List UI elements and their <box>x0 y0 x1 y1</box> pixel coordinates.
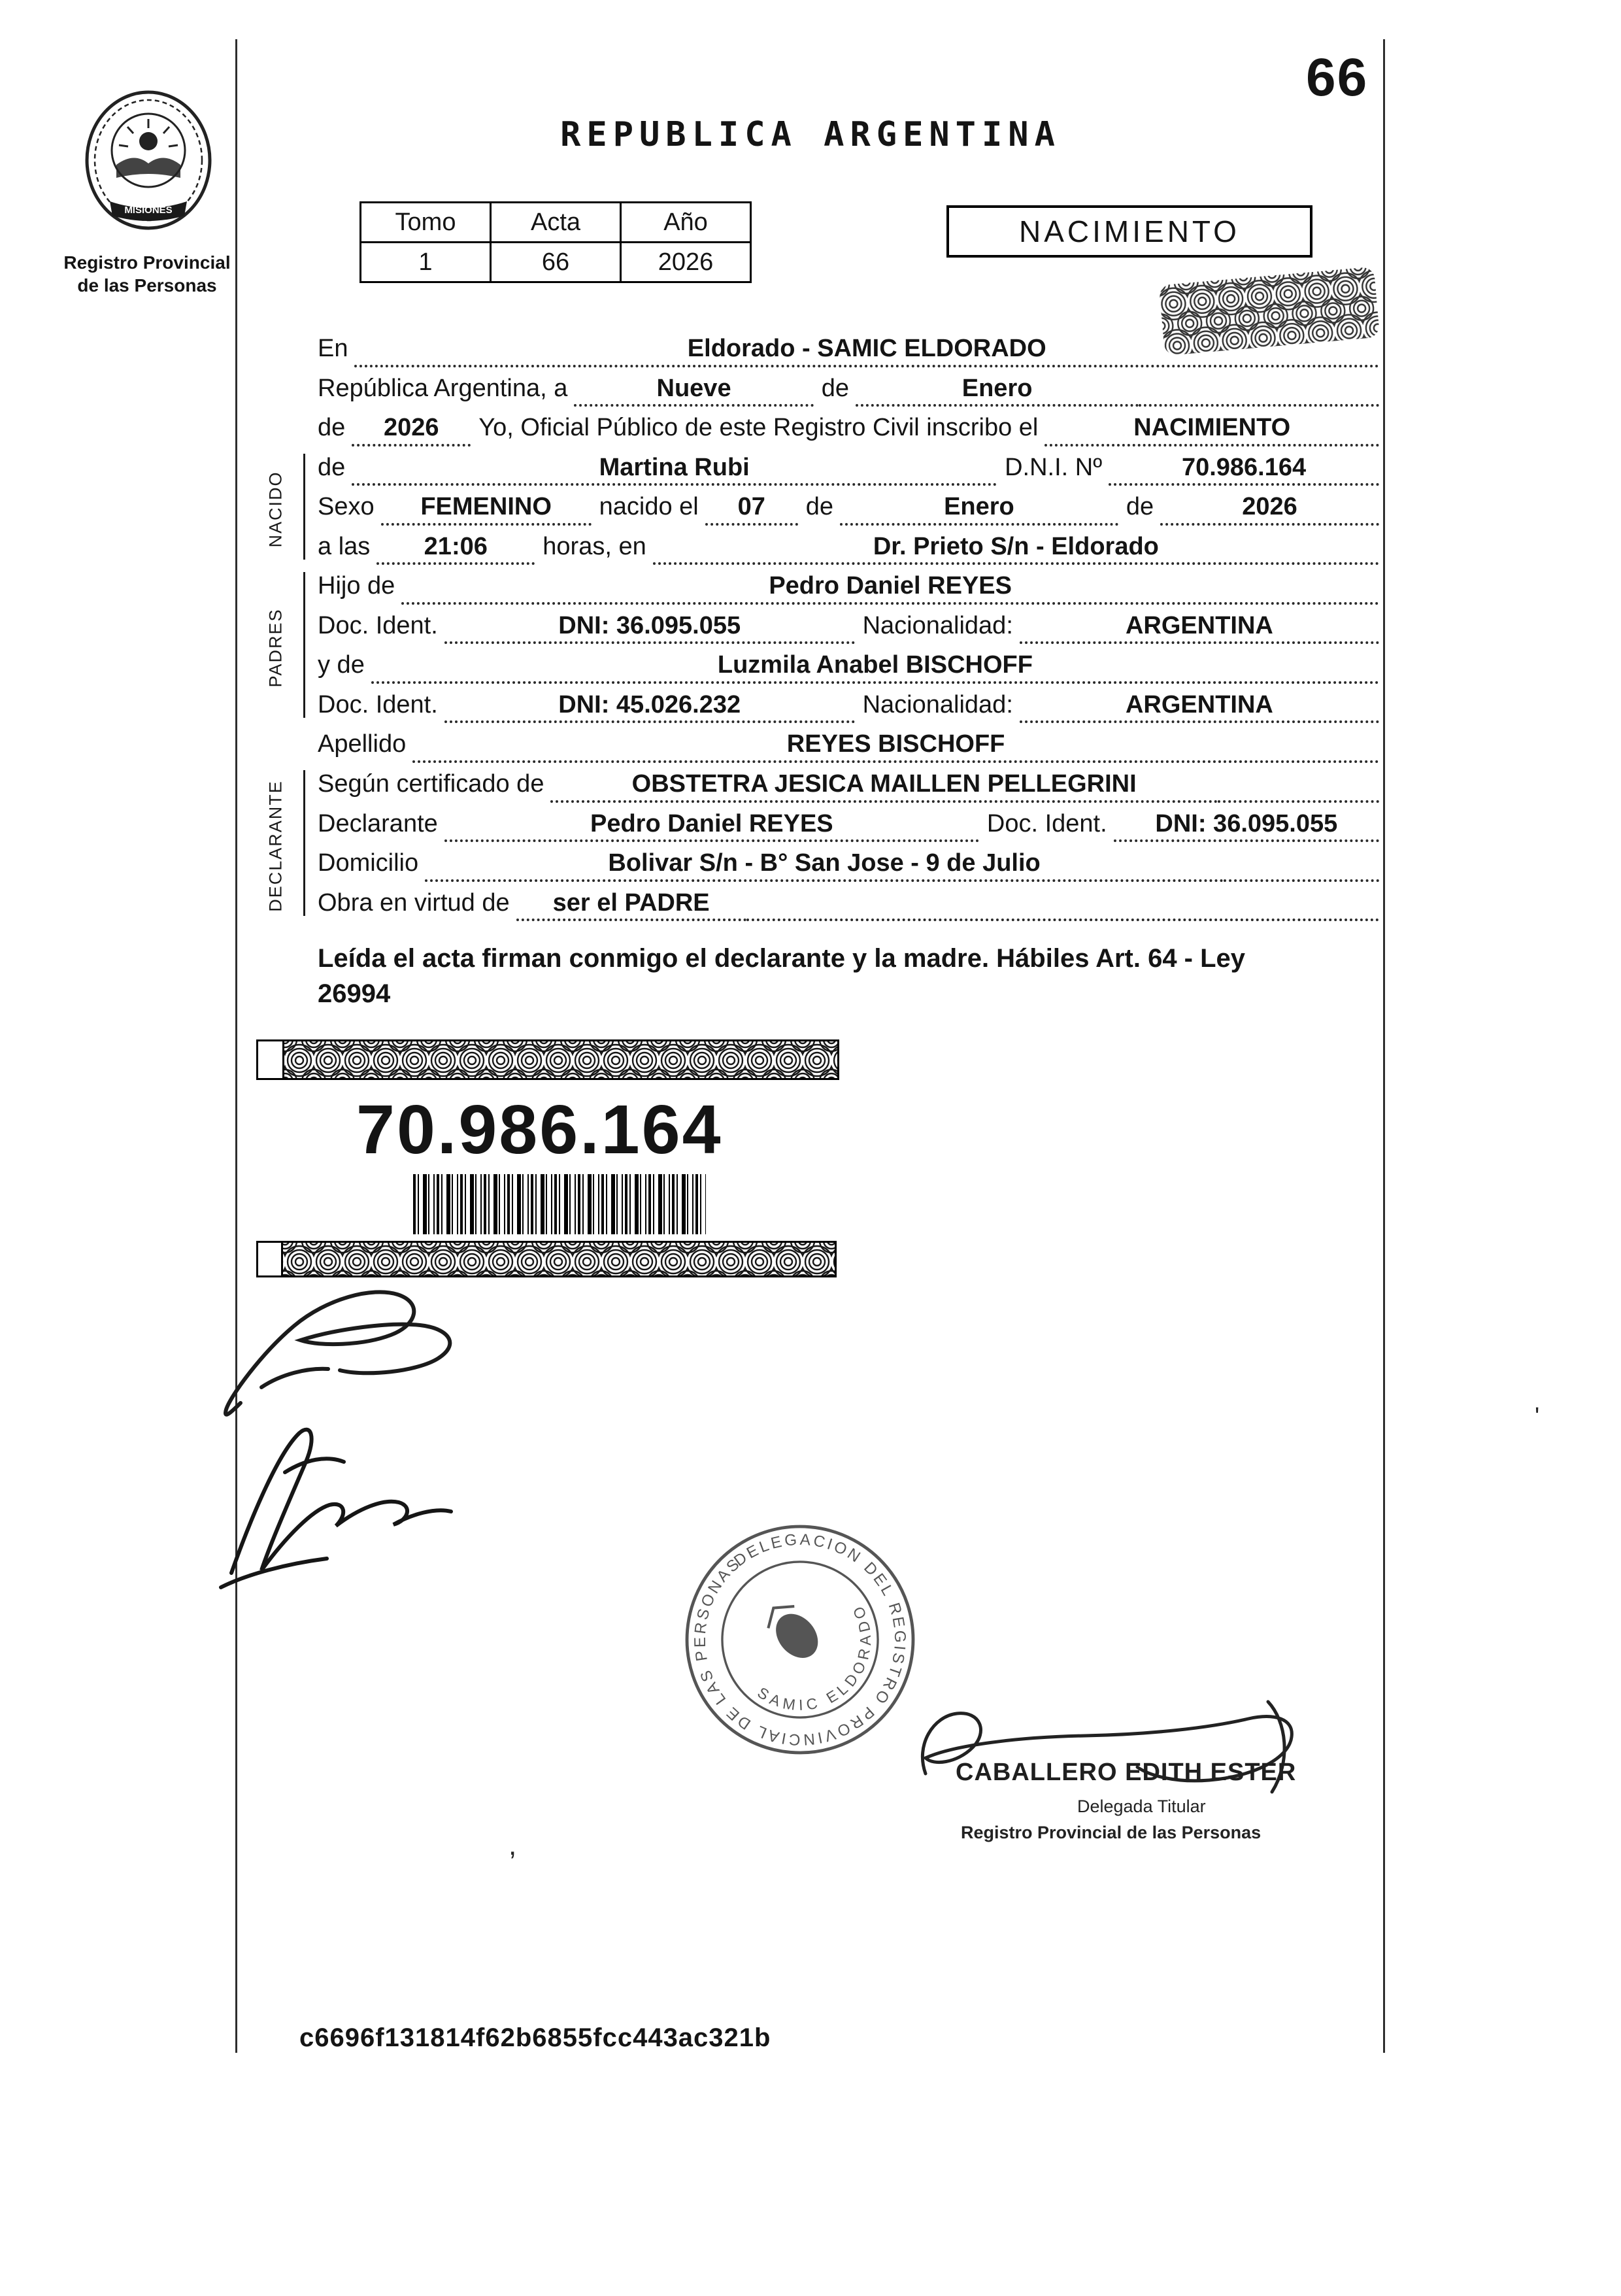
declarant-line <box>318 810 1379 843</box>
security-band-bottom <box>256 1241 837 1277</box>
official-org: Registro Provincial de las Personas <box>961 1823 1262 1842</box>
record-table-header-anio: Año <box>621 203 751 243</box>
mother-doc: DNI: 45.026.232 <box>444 691 855 724</box>
father-doc: DNI: 36.095.055 <box>444 612 855 645</box>
closing-statement: Leída el acta firman conmigo el declarante y la madre. Hábiles Art. 64 - Ley 26994 <box>318 944 1246 1009</box>
right-rule <box>1383 39 1385 2053</box>
surname-line <box>318 730 1379 763</box>
father-doc-label: Doc. Ident. <box>318 611 438 639</box>
capacity-value: ser el PADRE <box>516 889 746 922</box>
place-label: En <box>318 335 348 362</box>
place-value: Eldorado - SAMIC ELDORADO <box>354 335 1379 367</box>
group-header-lines <box>318 335 1379 447</box>
time-label: a las <box>318 532 371 560</box>
birth-place: Dr. Prieto S/n - Eldorado <box>653 533 1379 566</box>
sex-value: FEMENINO <box>381 493 592 526</box>
folio-number: 66 <box>1306 48 1369 107</box>
declarant-doc-label: Doc. Ident. <box>986 809 1107 837</box>
group-nacido <box>265 453 1379 566</box>
mother-doc-label: Doc. Ident. <box>318 690 438 718</box>
leader-dots <box>746 917 1379 921</box>
dni-label: D.N.I. Nº <box>1005 453 1103 481</box>
leader-dots <box>1224 877 1379 882</box>
capacity-line <box>318 889 1379 922</box>
father-doc-line <box>318 612 1379 645</box>
surname-value: REYES BISCHOFF <box>412 730 1379 763</box>
record-table-header-tomo: Tomo <box>361 203 491 243</box>
year-value: 2026 <box>352 414 471 447</box>
registry-name <box>36 251 258 297</box>
child-name: Martina Rubi <box>352 454 997 486</box>
record-table <box>359 201 752 283</box>
seal-banner-text: MISIONES <box>124 205 173 216</box>
place-line <box>318 335 1379 367</box>
certificate-value: OBSTETRA JESICA MAILLEN PELLEGRINI <box>550 770 1217 803</box>
father-label: Hijo de <box>318 572 395 600</box>
mother-line <box>318 651 1379 684</box>
surname-label: Apellido <box>318 730 407 758</box>
declarant-name: Pedro Daniel REYES <box>444 810 979 843</box>
sidebar-label-padres: PADRES <box>265 608 286 688</box>
year-line <box>318 414 1379 447</box>
mother-nationality: ARGENTINA <box>1020 691 1379 724</box>
child-dni: 70.986.164 <box>1109 454 1379 486</box>
sidebar-label-declarante: DECLARANTE <box>265 779 286 912</box>
inscription-text: Yo, Oficial Público de este Registro Civil inscribo el <box>478 414 1039 442</box>
birth-month: Enero <box>840 493 1118 526</box>
security-band-top <box>256 1039 839 1080</box>
sex-label: Sexo <box>318 493 375 521</box>
registry-name-line2: de las Personas <box>77 275 217 295</box>
stamp-inner-text: SAMIC ELDORADO <box>754 1600 875 1714</box>
address-line <box>318 849 1379 882</box>
capacity-label: Obra en virtud de <box>318 888 510 917</box>
declarant-doc: DNI: 36.095.055 <box>1114 810 1379 843</box>
address-label: Domicilio <box>318 849 419 877</box>
father-nat-label: Nacionalidad: <box>862 611 1013 639</box>
mother-doc-line <box>318 691 1379 724</box>
father-nationality: ARGENTINA <box>1020 612 1379 645</box>
mother-label: y de <box>318 651 365 679</box>
date-of-label: de <box>821 374 849 402</box>
time-line <box>318 533 1379 566</box>
of2-label: de <box>1126 493 1154 521</box>
registry-name-line1: Registro Provincial <box>63 252 231 273</box>
record-table-value-row <box>361 243 751 282</box>
official-role: Delegada Titular <box>1077 1797 1206 1816</box>
leader-dots <box>1218 798 1379 803</box>
group-padres <box>265 572 1379 723</box>
mother-signature <box>208 1399 495 1595</box>
document-number: 70.986.164 <box>356 1091 723 1168</box>
barcode <box>413 1174 706 1234</box>
declarant-label: Declarante <box>318 809 438 837</box>
birth-day: 07 <box>705 493 798 526</box>
round-official-stamp <box>678 1518 922 1761</box>
record-table-value-tomo: 1 <box>361 243 491 282</box>
act-value: NACIMIENTO <box>1044 414 1379 447</box>
date-day-word: Nueve <box>574 375 813 407</box>
born-label: nacido el <box>599 493 699 521</box>
left-rule <box>235 39 237 2053</box>
name-label: de <box>318 453 346 481</box>
verification-hash: c6696f131814f62b6855fcc443ac321b <box>299 2023 771 2052</box>
country-title: REPUBLICA ARGENTINA <box>560 115 1061 154</box>
date-label: República Argentina, a <box>318 374 568 402</box>
group-declarante <box>265 770 1379 921</box>
certificate-line <box>318 770 1379 803</box>
birth-time: 21:06 <box>376 533 535 566</box>
sex-line <box>318 493 1379 526</box>
mother-nat-label: Nacionalidad: <box>862 690 1013 718</box>
group-apellido <box>318 730 1379 763</box>
date-line <box>318 375 1379 407</box>
mother-name: Luzmila Anabel BISCHOFF <box>371 651 1379 684</box>
form-body <box>265 335 1379 1011</box>
stamp-ring-text: DELEGACION DEL REGISTRO PROVINCIAL DE LAS PERSONAS <box>691 1530 909 1749</box>
stray-mark: ' <box>1535 1403 1540 1430</box>
year-label: de <box>318 414 346 442</box>
provincial-seal-emblem <box>78 85 218 246</box>
leader-dots <box>1139 402 1379 407</box>
record-table-header-row <box>361 203 751 243</box>
official-name: CABALLERO EDITH ESTER <box>956 1759 1297 1786</box>
father-line <box>318 572 1379 605</box>
sidebar-label-nacido: NACIDO <box>265 471 286 548</box>
hours-label: horas, en <box>543 532 646 560</box>
record-table-header-acta: Acta <box>491 203 621 243</box>
address-value: Bolivar S/n - B° San Jose - 9 de Julio <box>425 849 1224 882</box>
of1-label: de <box>805 493 834 521</box>
record-table-value-anio: 2026 <box>621 243 751 282</box>
father-name: Pedro Daniel REYES <box>401 572 1379 605</box>
date-month: Enero <box>856 375 1139 407</box>
record-table-value-acta: 66 <box>491 243 621 282</box>
stray-mark: , <box>509 1829 517 1861</box>
certificate-label: Según certificado de <box>318 770 544 798</box>
act-type-box: NACIMIENTO <box>946 205 1312 258</box>
name-line <box>318 454 1379 486</box>
birth-year: 2026 <box>1160 493 1379 526</box>
